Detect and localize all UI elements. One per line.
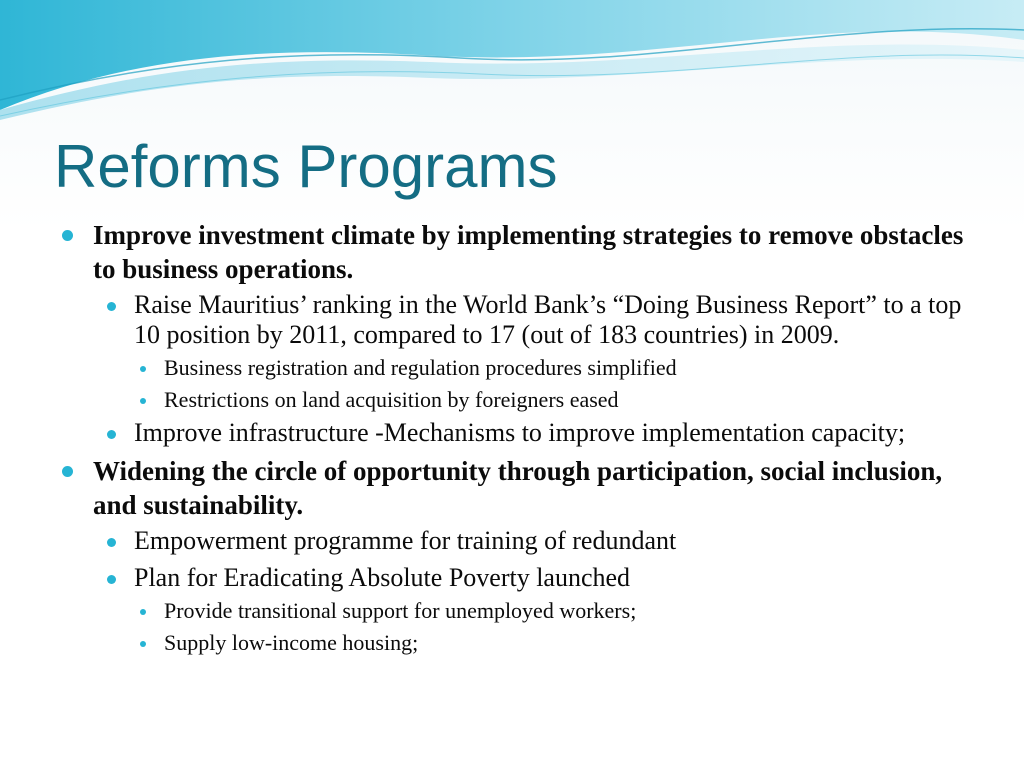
bullet-text: Provide transitional support for unemployed workers; xyxy=(164,598,637,623)
bullet-list xyxy=(62,218,992,659)
bullet-item-level3 xyxy=(62,352,992,384)
bullet-item-level1 xyxy=(62,454,992,522)
slide-title: Reforms Programs xyxy=(54,133,558,200)
bullet-text: Widening the circle of opportunity through participation, social inclusion, and sustainability. xyxy=(93,456,943,520)
bullet-text: Plan for Eradicating Absolute Poverty launched xyxy=(134,563,631,592)
bullet-item-level3 xyxy=(62,384,992,416)
bullet-dot-icon xyxy=(140,609,146,615)
bullet-text: Business registration and regulation procedures simplified xyxy=(164,355,677,380)
bullet-text: Improve investment climate by implementing strategies to remove obstacles to business operations. xyxy=(93,220,964,284)
bullet-dot-icon xyxy=(107,430,116,439)
bullet-item-level2 xyxy=(62,563,992,593)
bullet-text: Empowerment programme for training of redundant xyxy=(134,526,677,555)
bullet-item-level1 xyxy=(62,218,992,286)
bullet-item-level2 xyxy=(62,418,992,448)
bullet-dot-icon xyxy=(140,366,146,372)
bullet-dot-icon xyxy=(140,398,146,404)
bullet-text: Restrictions on land acquisition by foreigners eased xyxy=(164,387,619,412)
bullet-item-level2 xyxy=(62,290,992,350)
bullet-dot-icon xyxy=(62,230,73,241)
bullet-dot-icon xyxy=(107,302,116,311)
bullet-text: Raise Mauritius’ ranking in the World Bank’s “Doing Business Report” to a top 10 position by 2011, compared to 17 (out of 183 countries) in 2009. xyxy=(134,290,962,349)
bullet-dot-icon xyxy=(107,538,116,547)
bullet-dot-icon xyxy=(107,575,116,584)
bullet-text: Improve infrastructure -Mechanisms to improve implementation capacity; xyxy=(134,418,906,447)
bullet-item-level3 xyxy=(62,595,992,627)
bullet-dot-icon xyxy=(62,466,73,477)
header-wave-decoration xyxy=(0,0,1024,120)
bullet-item-level3 xyxy=(62,627,992,659)
bullet-dot-icon xyxy=(140,641,146,647)
bullet-item-level2 xyxy=(62,526,992,556)
bullet-text: Supply low-income housing; xyxy=(164,630,419,655)
